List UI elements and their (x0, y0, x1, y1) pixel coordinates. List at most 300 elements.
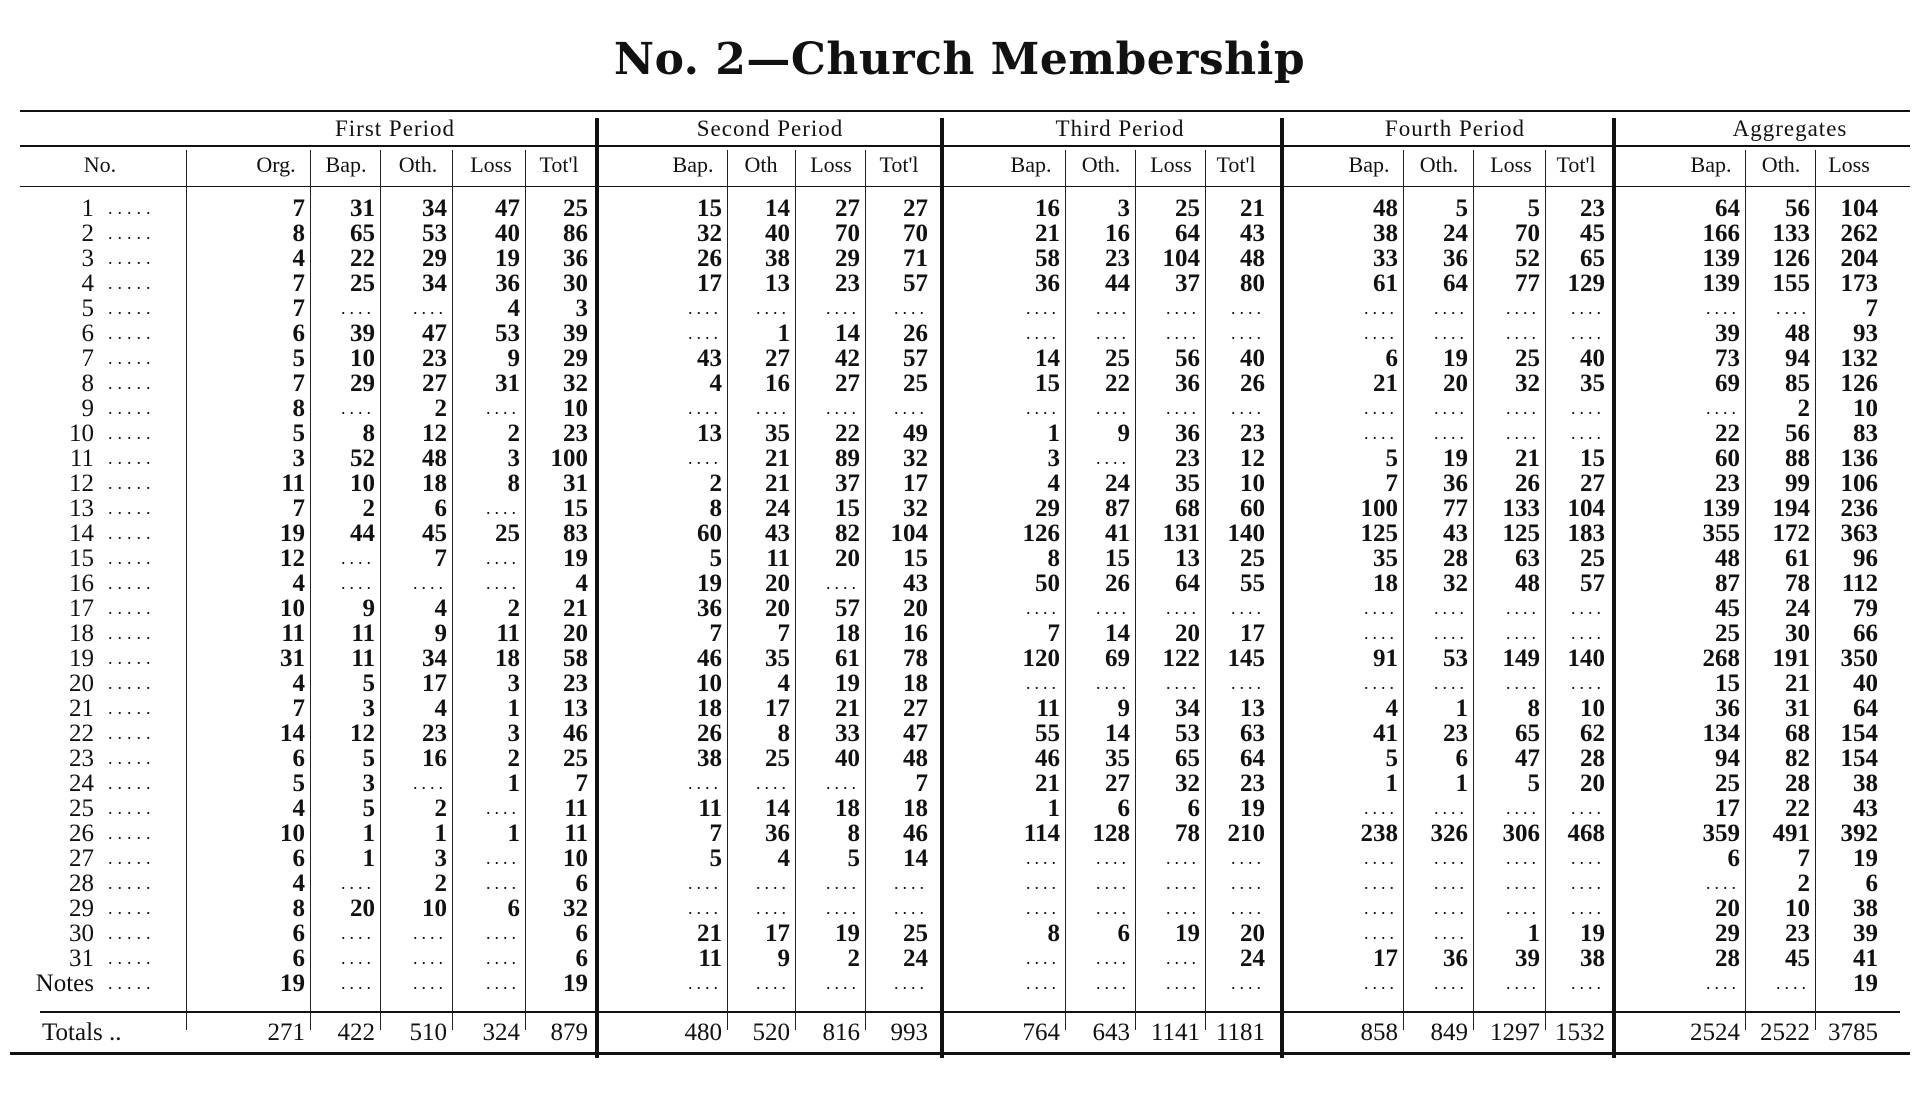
table-cell: .... (1506, 298, 1540, 318)
column-header-second: Oth (744, 152, 778, 177)
leader-dots: ..... (108, 798, 156, 818)
table-cell: 11 (698, 795, 722, 822)
table-cell: 25 (903, 370, 928, 397)
table-cell: .... (1364, 598, 1398, 618)
table-cell: 25 (495, 520, 520, 547)
table-cell: 86 (563, 220, 588, 247)
table-cell: 10 (350, 345, 375, 372)
table-cell: 60 (1715, 445, 1740, 472)
table-cell: 46 (1035, 745, 1060, 772)
table-cell: 4 (1385, 695, 1398, 722)
period-header-second: Second Period (696, 116, 844, 141)
table-cell: 36 (1715, 695, 1740, 722)
table-cell: 25 (1715, 620, 1740, 647)
table-cell: 8 (292, 895, 305, 922)
table-cell: .... (1434, 398, 1468, 418)
table-cell: 183 (1567, 520, 1605, 547)
table-cell: 10 (1580, 695, 1605, 722)
table-cell: 29 (835, 245, 860, 272)
table-cell: .... (1571, 598, 1605, 618)
row-number: 3 (81, 245, 94, 272)
bottom-rule (10, 1052, 1910, 1055)
leader-dots: ..... (108, 273, 156, 293)
table-cell: 27 (835, 195, 860, 222)
table-cell: 39 (1853, 920, 1878, 947)
table-cell: 21 (1240, 195, 1265, 222)
table-cell: 16 (903, 620, 928, 647)
table-cell: 36 (1175, 370, 1200, 397)
total-cell: 3785 (1828, 1019, 1878, 1046)
table-cell: 6 (507, 895, 520, 922)
table-cell: .... (1776, 973, 1810, 993)
table-cell: .... (1026, 673, 1060, 693)
table-cell: .... (826, 573, 860, 593)
table-cell: 5 (362, 670, 375, 697)
table-cell: 191 (1772, 645, 1810, 672)
table-cell: 77 (1515, 270, 1540, 297)
table-cell: 40 (495, 220, 520, 247)
leader-dots: ..... (108, 248, 156, 268)
table-cell: 7 (1797, 845, 1810, 872)
table-cell: 36 (697, 595, 722, 622)
table-cell: 21 (697, 920, 722, 947)
table-cell: 15 (1035, 370, 1060, 397)
table-cell: 2 (507, 420, 520, 447)
table-cell: 23 (835, 270, 860, 297)
table-cell: 26 (1240, 370, 1265, 397)
table-cell: 55 (1035, 720, 1060, 747)
table-cell: 2 (709, 470, 722, 497)
table-cell: 31 (1785, 695, 1810, 722)
table-cell: 52 (1515, 245, 1540, 272)
table-cell: .... (486, 948, 520, 968)
table-cell: .... (1571, 848, 1605, 868)
table-cell: 65 (350, 220, 375, 247)
table-cell: .... (1231, 398, 1265, 418)
table-cell: 468 (1567, 820, 1605, 847)
table-cell: .... (688, 398, 722, 418)
column-header-agg: Loss (1828, 152, 1870, 177)
table-cell: 14 (1105, 720, 1130, 747)
table-cell: 39 (1715, 320, 1740, 347)
table-cell: .... (894, 298, 928, 318)
table-cell: .... (1096, 323, 1130, 343)
table-cell: 43 (1240, 220, 1265, 247)
table-cell: 10 (422, 895, 447, 922)
table-cell: 10 (1240, 470, 1265, 497)
table-cell: .... (826, 898, 860, 918)
top-rule (20, 110, 1910, 112)
table-cell: 50 (1035, 570, 1060, 597)
row-number: 27 (69, 845, 94, 872)
row-number: 25 (69, 795, 94, 822)
table-cell: 82 (835, 520, 860, 547)
leader-dots: ..... (108, 723, 156, 743)
table-cell: 17 (765, 695, 790, 722)
leader-dots: ..... (108, 848, 156, 868)
table-cell: .... (1364, 973, 1398, 993)
table-cell: 38 (1373, 220, 1398, 247)
table-cell: 114 (1023, 820, 1060, 847)
table-cell: .... (413, 298, 447, 318)
table-cell: .... (1096, 948, 1130, 968)
table-cell: .... (1166, 898, 1200, 918)
table-cell: 33 (835, 720, 860, 747)
table-cell: .... (1506, 423, 1540, 443)
table-cell: 128 (1092, 820, 1130, 847)
column-header-agg: Oth. (1761, 152, 1801, 177)
table-cell: .... (1166, 598, 1200, 618)
table-cell: 32 (1175, 770, 1200, 797)
table-cell: .... (1231, 848, 1265, 868)
table-cell: 8 (1527, 695, 1540, 722)
table-cell: 83 (1853, 420, 1878, 447)
table-cell: 18 (903, 670, 928, 697)
table-cell: 326 (1430, 820, 1468, 847)
table-cell: 25 (1515, 345, 1540, 372)
period-divider (595, 118, 599, 1058)
table-cell: 5 (709, 545, 722, 572)
row-number: 30 (69, 920, 94, 947)
table-cell: 66 (1853, 620, 1878, 647)
table-cell: 12 (422, 420, 447, 447)
table-cell: .... (756, 298, 790, 318)
row-number: 6 (81, 320, 94, 347)
total-cell: 510 (409, 1019, 447, 1046)
table-cell: 85 (1785, 370, 1810, 397)
table-cell: 6 (1187, 795, 1200, 822)
table-cell: 19 (280, 520, 305, 547)
table-cell: 22 (1785, 795, 1810, 822)
table-cell: .... (1026, 873, 1060, 893)
table-cell: 17 (1373, 945, 1398, 972)
table-cell: 21 (1785, 670, 1810, 697)
leader-dots: ..... (108, 823, 156, 843)
table-cell: 11 (564, 795, 588, 822)
table-cell: 2 (434, 795, 447, 822)
row-number: 11 (69, 445, 94, 472)
table-cell: 16 (1035, 195, 1060, 222)
table-cell: 2 (1797, 870, 1810, 897)
row-number: 31 (69, 945, 94, 972)
table-cell: 166 (1702, 220, 1740, 247)
table-cell: 11 (281, 620, 305, 647)
table-cell: .... (1231, 973, 1265, 993)
table-cell: .... (1706, 298, 1740, 318)
table-cell: 7 (1865, 295, 1878, 322)
leader-dots: ..... (108, 648, 156, 668)
column-header-agg: Bap. (1690, 152, 1732, 177)
table-cell: 24 (765, 495, 790, 522)
table-cell: 68 (1175, 495, 1200, 522)
table-cell: 4 (777, 670, 790, 697)
table-cell: .... (1166, 973, 1200, 993)
table-cell: .... (1571, 873, 1605, 893)
table-cell: 28 (1580, 745, 1605, 772)
table-cell: 64 (1240, 745, 1265, 772)
table-cell: .... (1506, 598, 1540, 618)
table-cell: .... (486, 973, 520, 993)
table-cell: .... (1166, 848, 1200, 868)
table-cell: 62 (1580, 720, 1605, 747)
total-cell: 271 (267, 1019, 305, 1046)
table-cell: .... (1364, 848, 1398, 868)
table-cell: 23 (1580, 195, 1605, 222)
table-cell: 6 (575, 945, 588, 972)
table-cell: 24 (1443, 220, 1468, 247)
total-cell: 520 (752, 1019, 790, 1046)
row-number: 26 (69, 820, 94, 847)
table-cell: 23 (1240, 770, 1265, 797)
table-cell: 57 (1580, 570, 1605, 597)
table-cell: .... (486, 398, 520, 418)
table-cell: 99 (1785, 470, 1810, 497)
table-cell: 31 (280, 645, 305, 672)
table-cell: 6 (575, 920, 588, 947)
table-cell: 19 (835, 920, 860, 947)
table-cell: 20 (1715, 895, 1740, 922)
table-cell: .... (894, 973, 928, 993)
table-cell: 210 (1227, 820, 1265, 847)
table-cell: 5 (362, 745, 375, 772)
table-cell: .... (413, 773, 447, 793)
period-header-first: First Period (335, 116, 455, 141)
table-cell: 64 (1175, 570, 1200, 597)
table-cell: .... (341, 948, 375, 968)
table-cell: .... (1096, 598, 1130, 618)
leader-dots: ..... (108, 873, 156, 893)
table-cell: 63 (1515, 545, 1540, 572)
table-cell: 104 (1567, 495, 1605, 522)
table-cell: 91 (1373, 645, 1398, 672)
table-cell: 36 (563, 245, 588, 272)
table-cell: 5 (1385, 745, 1398, 772)
table-cell: .... (1434, 898, 1468, 918)
period-rule (20, 145, 1910, 147)
table-cell: 3 (507, 720, 520, 747)
table-cell: 41 (1105, 520, 1130, 547)
table-cell: .... (1166, 673, 1200, 693)
table-cell: 61 (1785, 545, 1810, 572)
table-cell: .... (1571, 423, 1605, 443)
table-cell: .... (1434, 423, 1468, 443)
table-cell: 11 (766, 545, 790, 572)
table-cell: 10 (563, 845, 588, 872)
table-cell: 20 (1580, 770, 1605, 797)
table-cell: .... (1026, 948, 1060, 968)
table-cell: .... (688, 323, 722, 343)
table-cell: 16 (765, 370, 790, 397)
table-cell: 6 (1727, 845, 1740, 872)
table-cell: 15 (1105, 545, 1130, 572)
row-number: 12 (69, 470, 94, 497)
table-cell: 25 (1240, 545, 1265, 572)
table-cell: .... (1364, 323, 1398, 343)
table-cell: 93 (1853, 320, 1878, 347)
table-cell: 14 (835, 320, 860, 347)
leader-dots: ..... (108, 748, 156, 768)
column-header-third: Oth. (1081, 152, 1121, 177)
table-cell: 3 (507, 445, 520, 472)
table-cell: 5 (1527, 770, 1540, 797)
table-cell: 19 (1175, 920, 1200, 947)
table-cell: 4 (292, 870, 305, 897)
table-cell: .... (688, 973, 722, 993)
table-cell: .... (826, 873, 860, 893)
leader-dots: ..... (108, 973, 156, 993)
table-cell: 8 (847, 820, 860, 847)
table-cell: 5 (292, 420, 305, 447)
table-cell: 1 (434, 820, 447, 847)
table-cell: 149 (1502, 645, 1540, 672)
table-cell: 100 (1360, 495, 1398, 522)
table-cell: 7 (434, 545, 447, 572)
table-cell: 73 (1715, 345, 1740, 372)
table-cell: 35 (1580, 370, 1605, 397)
table-cell: 45 (1580, 220, 1605, 247)
total-cell: 422 (337, 1019, 375, 1046)
leader-dots: ..... (108, 948, 156, 968)
table-cell: .... (1434, 973, 1468, 993)
table-cell: 4 (1047, 470, 1060, 497)
table-cell: 35 (765, 645, 790, 672)
table-cell: 23 (1240, 420, 1265, 447)
table-cell: 53 (1443, 645, 1468, 672)
table-cell: 204 (1840, 245, 1878, 272)
table-cell: 39 (1515, 945, 1540, 972)
table-cell: 3 (507, 670, 520, 697)
table-cell: 2 (434, 870, 447, 897)
table-cell: 125 (1360, 520, 1398, 547)
table-cell: .... (486, 873, 520, 893)
table-cell: .... (1434, 848, 1468, 868)
table-cell: .... (1166, 398, 1200, 418)
table-cell: 10 (1853, 395, 1878, 422)
table-cell: 1 (507, 695, 520, 722)
table-cell: 70 (903, 220, 928, 247)
table-cell: .... (1506, 873, 1540, 893)
table-cell: 8 (292, 395, 305, 422)
table-cell: 7 (292, 495, 305, 522)
period-header-agg: Aggregates (1732, 116, 1848, 141)
total-cell: 324 (482, 1019, 520, 1046)
table-cell: 25 (903, 920, 928, 947)
table-cell: 14 (903, 845, 928, 872)
table-cell: 32 (1443, 570, 1468, 597)
table-cell: .... (894, 398, 928, 418)
table-cell: 1 (1047, 420, 1060, 447)
table-cell: 96 (1853, 545, 1878, 572)
table-cell: 8 (777, 720, 790, 747)
table-cell: 56 (1785, 195, 1810, 222)
table-cell: 8 (292, 220, 305, 247)
table-cell: 129 (1567, 270, 1605, 297)
table-cell: .... (1096, 898, 1130, 918)
table-cell: 106 (1840, 470, 1878, 497)
table-cell: 8 (507, 470, 520, 497)
table-cell: 79 (1853, 595, 1878, 622)
period-header-third: Third Period (1055, 116, 1185, 141)
table-cell: 104 (890, 520, 928, 547)
table-cell: 64 (1175, 220, 1200, 247)
table-cell: 15 (697, 195, 722, 222)
leader-dots: ..... (108, 298, 156, 318)
table-cell: 120 (1022, 645, 1060, 672)
column-divider (186, 150, 187, 1030)
table-cell: 88 (1785, 445, 1810, 472)
table-cell: 172 (1772, 520, 1810, 547)
table-cell: 45 (1785, 945, 1810, 972)
period-divider (1612, 118, 1616, 1058)
table-cell: 1 (1455, 695, 1468, 722)
table-cell: 7 (575, 770, 588, 797)
row-number: 9 (81, 395, 94, 422)
table-cell: .... (1571, 973, 1605, 993)
table-cell: 61 (1373, 270, 1398, 297)
table-cell: 25 (1580, 545, 1605, 572)
column-header-fourth: Bap. (1348, 152, 1390, 177)
table-cell: 14 (765, 795, 790, 822)
table-cell: .... (413, 948, 447, 968)
table-cell: 38 (1853, 770, 1878, 797)
column-header-second: Loss (810, 152, 852, 177)
table-cell: .... (1571, 398, 1605, 418)
table-cell: .... (756, 398, 790, 418)
table-cell: 45 (422, 520, 447, 547)
table-cell: 21 (563, 595, 588, 622)
table-cell: .... (341, 548, 375, 568)
table-cell: 4 (292, 245, 305, 272)
period-header-fourth: Fourth Period (1384, 116, 1526, 141)
table-cell: 11 (698, 945, 722, 972)
leader-dots: ..... (108, 773, 156, 793)
table-cell: 29 (1715, 920, 1740, 947)
table-cell: 35 (1373, 545, 1398, 572)
total-cell: 1532 (1555, 1019, 1605, 1046)
table-cell: 48 (1715, 545, 1740, 572)
table-cell: .... (486, 923, 520, 943)
table-cell: .... (1506, 898, 1540, 918)
table-cell: 4 (575, 570, 588, 597)
table-cell: 6 (1385, 345, 1398, 372)
table-cell: .... (1096, 973, 1130, 993)
table-cell: 21 (1373, 370, 1398, 397)
row-number: Notes (35, 970, 94, 997)
table-cell: .... (1364, 923, 1398, 943)
table-cell: 24 (1105, 470, 1130, 497)
table-cell: .... (1776, 298, 1810, 318)
column-header-fourth: Loss (1490, 152, 1532, 177)
table-cell: 13 (697, 420, 722, 447)
table-cell: 12 (350, 720, 375, 747)
table-cell: 27 (835, 370, 860, 397)
table-cell: 306 (1502, 820, 1540, 847)
table-cell: 48 (1785, 320, 1810, 347)
table-cell: 11 (351, 645, 375, 672)
table-cell: .... (1096, 398, 1130, 418)
table-cell: 48 (903, 745, 928, 772)
table-cell: 22 (1715, 420, 1740, 447)
table-cell: 21 (1035, 770, 1060, 797)
table-cell: 30 (563, 270, 588, 297)
table-cell: 40 (765, 220, 790, 247)
table-cell: .... (1364, 673, 1398, 693)
table-cell: 10 (697, 670, 722, 697)
table-cell: 173 (1840, 270, 1878, 297)
table-cell: 69 (1715, 370, 1740, 397)
table-cell: 14 (765, 195, 790, 222)
table-cell: 23 (1785, 920, 1810, 947)
